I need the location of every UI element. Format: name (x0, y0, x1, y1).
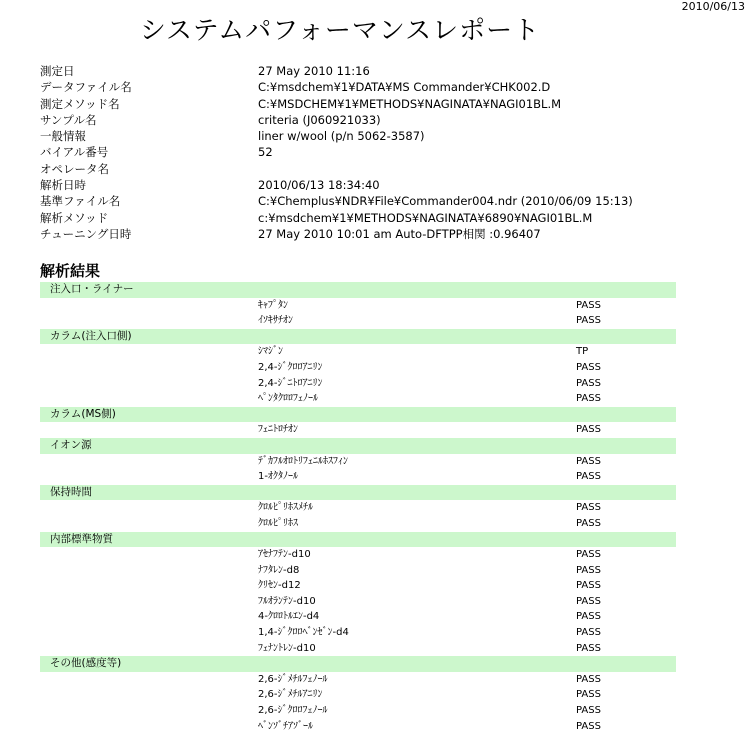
compound-name: ﾃﾞｶﾌﾙｵﾛﾄﾘﾌｪﾆﾙﾎｽﾌｨﾝ (258, 455, 348, 467)
compound-name: ﾌﾙｵﾗﾝﾃﾝ-d10 (258, 595, 316, 607)
result-row (40, 687, 676, 703)
category-row: その他(感度等) (40, 656, 676, 672)
result-row (40, 469, 676, 485)
compound-name: ｲｿｷｻﾁｵﾝ (258, 315, 293, 327)
compound-name: 2,4-ｼﾞﾆﾄﾛｱﾆﾘﾝ (258, 377, 323, 389)
result-status: PASS (576, 705, 601, 717)
result-status: PASS (576, 299, 601, 311)
compound-name: 2,6-ｼﾞﾒﾁﾙﾌｪﾉｰﾙ (258, 673, 328, 685)
result-row (40, 376, 676, 392)
info-row-measure-date (40, 63, 730, 79)
compound-name: 1-ｵｸﾀﾉｰﾙ (258, 471, 298, 483)
compound-name: ﾌｪﾆﾄﾛﾁｵﾝ (258, 424, 298, 436)
result-row (40, 313, 676, 329)
result-row (40, 516, 676, 532)
result-row (40, 594, 676, 610)
info-value: liner w/wool (p/n 5062-3587) (258, 129, 425, 144)
info-section (40, 63, 730, 242)
result-row (40, 578, 676, 594)
info-value: 27 May 2010 11:16 (258, 64, 370, 78)
category-row: カラム(MS側) (40, 407, 676, 423)
category-row: 内部標準物質 (40, 532, 676, 548)
result-status: PASS (576, 720, 601, 732)
compound-name: ｷｬﾌﾟﾀﾝ (258, 299, 288, 311)
info-label: 測定日 (40, 64, 75, 78)
compound-name: 1,4-ｼﾞｸﾛﾛﾍﾞﾝｾﾞﾝ-d4 (258, 627, 349, 639)
info-row-vial (40, 144, 730, 160)
result-status: PASS (576, 627, 601, 639)
info-value: C:¥Chemplus¥NDR¥File¥Commander004.ndr (2010/06/09 15:13) (258, 194, 633, 209)
result-status: PASS (576, 377, 601, 389)
compound-name: 2,6-ｼﾞｸﾛﾛﾌｪﾉｰﾙ (258, 705, 328, 717)
result-status: PASS (576, 517, 601, 529)
info-row-analysis-date (40, 177, 730, 193)
result-row (40, 641, 676, 657)
compound-name: ｼﾏｼﾞﾝ (258, 346, 283, 358)
result-row (40, 719, 676, 734)
info-value: criteria (J060921033) (258, 112, 381, 127)
info-row-general (40, 128, 730, 144)
result-row (40, 298, 676, 314)
compound-name: ﾅﾌﾀﾚﾝ-d8 (258, 564, 300, 576)
info-row-tuning (40, 226, 730, 242)
page-title: システムパフォーマンスレポート (139, 16, 541, 46)
result-row (40, 360, 676, 376)
info-value: 27 May 2010 10:01 am Auto-DFTPP相関 :0.96407 (258, 226, 541, 241)
info-value: 52 (258, 145, 273, 160)
result-status: PASS (576, 595, 601, 607)
info-label: 解析日時 (40, 178, 86, 193)
compound-name: ﾍﾟﾝﾀｸﾛﾛﾌｪﾉｰﾙ (258, 393, 318, 405)
result-row (40, 391, 676, 407)
result-status: PASS (576, 455, 601, 467)
info-label: データファイル名 (40, 80, 132, 95)
report-date: 2010/06/13 (681, 0, 745, 13)
result-status: TP (576, 346, 589, 358)
result-row (40, 563, 676, 579)
result-status: PASS (576, 564, 601, 576)
compound-name: 2,4-ｼﾞｸﾛﾛｱﾆﾘﾝ (258, 361, 323, 373)
result-status: PASS (576, 315, 601, 327)
result-row (40, 609, 676, 625)
compound-name: ｸﾛﾙﾋﾟﾘﾎｽﾒﾁﾙ (258, 502, 313, 514)
info-value: c:¥msdchem¥1¥METHODS¥NAGINATA¥6890¥NAGI01BL.M (258, 210, 593, 225)
info-row-operator (40, 161, 730, 177)
category-row: 保持時間 (40, 485, 676, 501)
info-label: サンプル名 (40, 112, 97, 127)
result-status: PASS (576, 471, 601, 483)
info-row-sample (40, 112, 730, 128)
results-table (40, 282, 676, 734)
result-row (40, 422, 676, 438)
result-status: PASS (576, 502, 601, 514)
info-label: 基準ファイル名 (40, 194, 121, 209)
result-row (40, 500, 676, 516)
info-row-analysis-method (40, 210, 730, 226)
result-status: PASS (576, 393, 601, 405)
compound-name: ﾍﾞﾝｿﾞﾁｱｿﾞｰﾙ (258, 720, 313, 732)
info-label: オペレータ名 (40, 161, 109, 176)
result-row (40, 703, 676, 719)
info-row-data-file (40, 79, 730, 95)
info-value: C:¥MSDCHEM¥1¥METHODS¥NAGINATA¥NAGI01BL.M (258, 96, 562, 111)
info-row-method (40, 96, 730, 112)
result-status: PASS (576, 611, 601, 623)
results-heading: 解析結果 (40, 262, 101, 280)
result-row (40, 547, 676, 563)
result-status: PASS (576, 689, 601, 701)
compound-name: ﾌｪﾅﾝﾄﾚﾝ-d10 (258, 642, 316, 654)
info-label: 解析メソッド (40, 210, 109, 225)
result-status: PASS (576, 549, 601, 561)
info-label: バイアル番号 (40, 145, 109, 160)
compound-name: ｸﾛﾙﾋﾟﾘﾎｽ (258, 517, 298, 529)
compound-name: ｱｾﾅﾌﾃﾝ-d10 (258, 549, 311, 561)
info-value: C:¥msdchem¥1¥DATA¥MS Commander¥CHK002.D (258, 80, 551, 95)
result-row (40, 672, 676, 688)
result-row (40, 454, 676, 470)
compound-name: 4-ｸﾛﾛﾄﾙｴﾝ-d4 (258, 611, 320, 623)
info-label: 測定メソッド名 (40, 96, 120, 111)
result-status: PASS (576, 580, 601, 592)
result-status: PASS (576, 673, 601, 685)
result-status: PASS (576, 361, 601, 373)
compound-name: 2,6-ｼﾞﾒﾁﾙｱﾆﾘﾝ (258, 689, 323, 701)
info-label: 一般情報 (40, 129, 86, 144)
category-row: 注入口・ライナー (40, 282, 676, 298)
result-status: PASS (576, 642, 601, 654)
category-row: カラム(注入口側) (40, 329, 676, 345)
info-value: 2010/06/13 18:34:40 (258, 178, 380, 193)
result-row (40, 344, 676, 360)
result-status: PASS (576, 424, 601, 436)
category-row: イオン源 (40, 438, 676, 454)
info-label: チューニング日時 (40, 226, 132, 241)
result-row (40, 625, 676, 641)
info-row-reference-file (40, 193, 730, 209)
compound-name: ｸﾘｾﾝ-d12 (258, 580, 301, 592)
